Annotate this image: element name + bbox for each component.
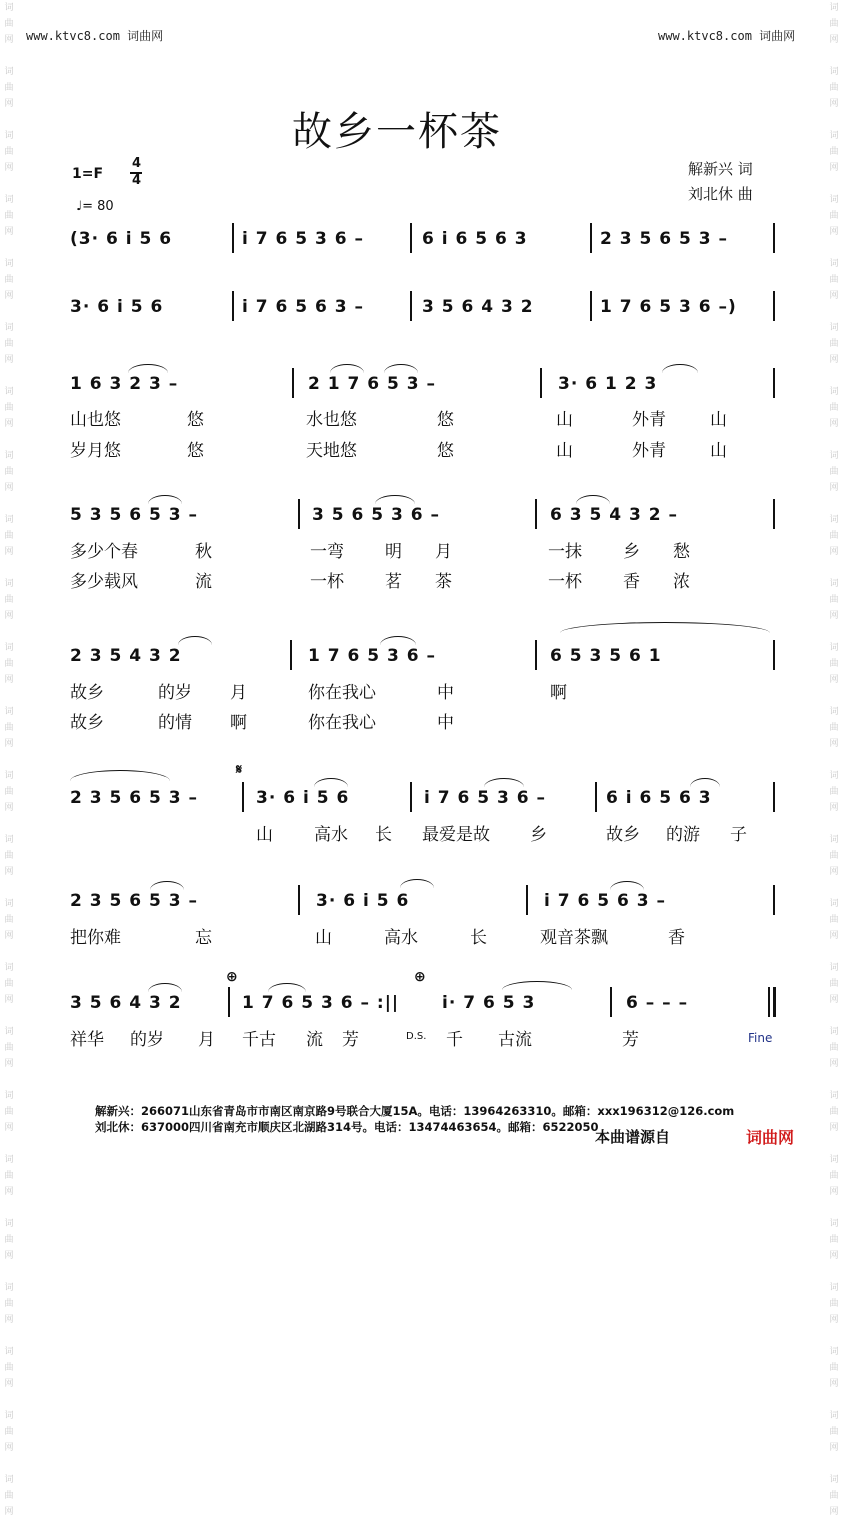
lyric: 芳 <box>622 1030 639 1050</box>
lyric: 千古 <box>242 1030 276 1050</box>
lyric: 山也悠 <box>70 410 121 430</box>
segno-icon: 𝄋 <box>236 762 244 778</box>
lyric: 长 <box>375 825 392 845</box>
fine-mark: Fine <box>748 1031 773 1045</box>
barline <box>773 782 775 812</box>
barline <box>590 223 592 253</box>
composer: 刘北休 曲 <box>688 185 753 203</box>
measure: 3 5 6 4 3 2 <box>422 297 534 317</box>
barline <box>535 499 537 529</box>
lyric: 多少个春 <box>70 542 138 562</box>
footer-line-1: 解新兴：266071山东省青岛市市南区南京路9号联合大厦15A。电话：13964263310。邮箱：xxx196312@126.com <box>95 1104 735 1118</box>
lyric: 水也悠 <box>306 410 357 430</box>
measure: i 7 6 5 3 6 – <box>424 788 546 808</box>
barline <box>242 782 244 812</box>
lyric: 长 <box>470 928 487 948</box>
lyric: 一杯 <box>310 572 344 592</box>
lyric: 故乡 <box>70 713 104 733</box>
site-label-left[interactable]: www.ktvc8.com 词曲网 <box>26 29 164 43</box>
lyric: 明 <box>385 542 402 562</box>
staff-line-1 <box>70 229 780 255</box>
coda-icon: ⊕ <box>414 969 427 985</box>
lyric: 一弯 <box>310 542 344 562</box>
measure: 6 i 6 5 6 3 <box>422 229 528 249</box>
measure: 2 3 5 6 5 3 – <box>70 788 198 808</box>
final-barline-thick <box>773 987 776 1017</box>
measure: i· 7 6 5 3 <box>442 993 536 1013</box>
slur <box>502 981 572 990</box>
lyric: 最爱是故 <box>422 825 490 845</box>
measure: 6 – – – <box>626 993 689 1013</box>
slur <box>268 983 306 992</box>
lyric: 乡 <box>530 825 547 845</box>
lyric: 的岁 <box>158 683 192 703</box>
left-watermark: 词 曲 网 词 曲 网 词 曲 网 词 曲 网 词 曲 网 词 曲 网 词 曲 网 词 曲 网 词 曲 网 词 曲 网 词 曲 网 词 曲 网 词 曲 网 词 曲 网 词 曲 网 词 曲 网 词 曲 网 词 曲 网 词 曲 网 词 曲 网 词 曲 网 词 曲 网 词 曲 网 词 曲 网 <box>4 3 14 1517</box>
phrase-slur <box>560 622 770 633</box>
measure: 1 7 6 5 3 6 – <box>308 646 436 666</box>
lyric: 山 <box>315 928 332 948</box>
measure: 6 3 5 4 3 2 – <box>550 505 678 525</box>
measure: i 7 6 5 6 3 – <box>544 891 666 911</box>
lyric: 流 <box>195 572 212 592</box>
lyric: 悠 <box>187 441 204 461</box>
measure: 2 3 5 6 5 3 – <box>70 891 198 911</box>
lyric: 古流 <box>498 1030 532 1050</box>
time-signature-bottom: 4 <box>132 173 142 188</box>
song-title: 故乡一杯茶 <box>292 109 502 155</box>
measure: 6 5 3 5 6 1 <box>550 646 662 666</box>
slur <box>484 778 524 787</box>
slur <box>330 364 364 373</box>
lyric: 天地悠 <box>306 441 357 461</box>
lyric: 千 <box>446 1030 463 1050</box>
measure: (3· 6 i 5 6 <box>70 229 173 249</box>
lyric: 月 <box>198 1030 215 1050</box>
barline <box>773 223 775 253</box>
lyric: 你在我心 <box>308 713 376 733</box>
lyric: 子 <box>730 825 747 845</box>
measure: 2 1 7 6 5 3 – <box>308 374 436 394</box>
lyric: 乡 <box>623 542 640 562</box>
measure: 5 3 5 6 5 3 – <box>70 505 198 525</box>
lyric: 山 <box>710 441 727 461</box>
lyric: 山 <box>556 441 573 461</box>
slur <box>662 364 698 373</box>
measure: 3 5 6 4 3 2 <box>70 993 182 1013</box>
lyric: 月 <box>435 542 452 562</box>
measure: 3· 6 i 5 6 <box>256 788 350 808</box>
barline <box>232 291 234 321</box>
lyric: 啊 <box>550 683 567 703</box>
slur <box>375 495 415 504</box>
brand-logo[interactable]: 词曲网 <box>746 1128 795 1147</box>
lyric: 的游 <box>666 825 700 845</box>
lyric: 岁月悠 <box>70 441 121 461</box>
slur <box>384 364 418 373</box>
staff-line-8 <box>70 969 780 1019</box>
staff-line-7 <box>70 891 780 917</box>
staff-line-3 <box>70 374 780 400</box>
lyric: 忘 <box>195 928 212 948</box>
lyric: 你在我心 <box>308 683 376 703</box>
final-barline-thin <box>768 987 770 1017</box>
barline <box>595 782 597 812</box>
measure: 3· 6 1 2 3 <box>558 374 658 394</box>
slur <box>128 364 168 373</box>
barline <box>410 223 412 253</box>
lyric: 浓 <box>673 572 690 592</box>
right-watermark: 词 曲 网 词 曲 网 词 曲 网 词 曲 网 词 曲 网 词 曲 网 词 曲 网 词 曲 网 词 曲 网 词 曲 网 词 曲 网 词 曲 网 词 曲 网 词 曲 网 词 曲 网 词 曲 网 词 曲 网 词 曲 网 词 曲 网 词 曲 网 词 曲 网 词 曲 网 词 曲 网 词 曲 网 <box>829 3 839 1517</box>
slur <box>610 881 644 890</box>
slur <box>314 778 348 787</box>
barline <box>232 223 234 253</box>
barline <box>410 782 412 812</box>
lyric: 流 <box>306 1030 323 1050</box>
barline <box>773 885 775 915</box>
barline <box>773 291 775 321</box>
barline <box>292 368 294 398</box>
lyric: 中 <box>437 683 454 703</box>
measure: 1 7 6 5 3 6 – :|| <box>242 993 400 1013</box>
lyric: 祥华 <box>70 1030 104 1050</box>
lyric: 愁 <box>673 542 690 562</box>
barline <box>526 885 528 915</box>
key-signature: 1=F <box>72 166 104 182</box>
barline <box>540 368 542 398</box>
measure: 2 3 5 6 5 3 – <box>600 229 728 249</box>
staff-line-6 <box>70 762 780 814</box>
barline <box>228 987 230 1017</box>
lyric: 一杯 <box>548 572 582 592</box>
lyric: 的情 <box>158 713 192 733</box>
lyric: 中 <box>437 713 454 733</box>
barline <box>773 640 775 670</box>
barline <box>773 368 775 398</box>
barline <box>298 499 300 529</box>
lyric: 茶 <box>435 572 452 592</box>
measure: 1 7 6 5 3 6 –) <box>600 297 737 317</box>
lyric: 山 <box>256 825 273 845</box>
time-signature-top: 4 <box>132 156 142 171</box>
barline <box>410 291 412 321</box>
source-label: 本曲谱源自 <box>595 1128 671 1146</box>
barline <box>290 640 292 670</box>
slur <box>178 636 212 645</box>
coda-icon: ⊕ <box>226 969 239 985</box>
lyricist: 解新兴 词 <box>688 160 753 178</box>
lyric: 悠 <box>437 410 454 430</box>
staff-line-2 <box>70 297 780 323</box>
measure: 1 6 3 2 3 – <box>70 374 179 394</box>
lyric: 高水 <box>314 825 348 845</box>
lyric: 外青 <box>632 410 666 430</box>
footer-line-2: 刘北休：637000四川省南充市顺庆区北湖路314号。电话：13474463654。邮箱：6522050 <box>95 1120 599 1134</box>
lyric: 月 <box>230 683 247 703</box>
barline <box>535 640 537 670</box>
slur <box>148 983 182 992</box>
measure: 3 5 6 5 3 6 – <box>312 505 440 525</box>
lyric: 故乡 <box>606 825 640 845</box>
slur <box>380 636 416 645</box>
lyric: 芳 <box>342 1030 359 1050</box>
measure: 6 i 6 5 6 3 <box>606 788 712 808</box>
lyric: 高水 <box>384 928 418 948</box>
lyric: 香 <box>623 572 640 592</box>
site-label-right[interactable]: www.ktvc8.com 词曲网 <box>658 29 796 43</box>
slur <box>150 881 184 890</box>
phrase-slur <box>70 770 170 781</box>
lyric: 山 <box>556 410 573 430</box>
barline <box>298 885 300 915</box>
measure: i 7 6 5 3 6 – <box>242 229 364 249</box>
staff-line-5 <box>70 646 780 672</box>
slur <box>148 495 182 504</box>
lyric: 秋 <box>195 542 212 562</box>
lyric: 悠 <box>437 441 454 461</box>
barline <box>610 987 612 1017</box>
measure: 3· 6 i 5 6 <box>70 297 164 317</box>
lyric: 多少载风 <box>70 572 138 592</box>
lyric: 把你难 <box>70 928 121 948</box>
barline <box>590 291 592 321</box>
measure: i 7 6 5 6 3 – <box>242 297 364 317</box>
slur <box>400 879 434 888</box>
lyric: 茗 <box>385 572 402 592</box>
staff-line-4 <box>70 505 780 531</box>
tempo-mark: ♩= 80 <box>76 199 114 214</box>
lyric: 故乡 <box>70 683 104 703</box>
lyric: 外青 <box>632 441 666 461</box>
lyric: 的岁 <box>130 1030 164 1050</box>
lyric: 一抹 <box>548 542 582 562</box>
lyric: 悠 <box>187 410 204 430</box>
slur <box>576 495 610 504</box>
lyric: 香 <box>668 928 685 948</box>
ds-mark: D.S. <box>406 1031 427 1042</box>
barline <box>773 499 775 529</box>
lyric: 啊 <box>230 713 247 733</box>
lyric: 山 <box>710 410 727 430</box>
lyric: 观音茶飘 <box>540 928 608 948</box>
slur <box>690 778 720 787</box>
measure: 2 3 5 4 3 2 <box>70 646 182 666</box>
measure: 3· 6 i 5 6 <box>316 891 410 911</box>
